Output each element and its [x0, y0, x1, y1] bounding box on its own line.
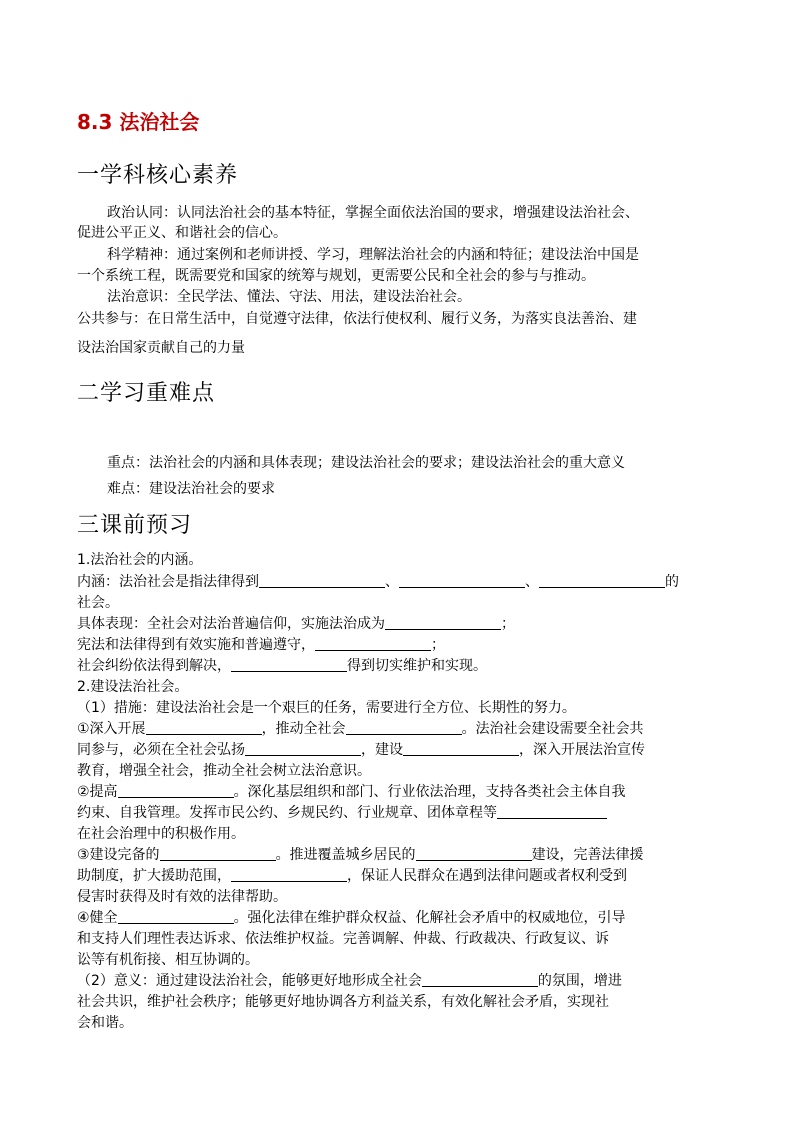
fill-line: 社会纠纷依法得到解决， 得到切实维护和实现。 [77, 658, 487, 674]
paragraph-line: （1）措施：建设法治社会是一个艰巨的任务，需要进行全方位、长期性的努力。 [77, 700, 576, 716]
answer-blank[interactable] [118, 909, 234, 924]
paragraph-line: 一个系统工程，既需要党和国家的统筹与规划，更需要公民和全社会的参与与推动。 [77, 268, 595, 284]
question-title: 2.建设法治社会。 [77, 679, 189, 695]
answer-blank[interactable] [497, 804, 607, 819]
fill-line: 助制度，扩大援助范围， ，保证人民群众在遇到法律问题或者权利受到 [77, 868, 627, 884]
section-heading-preview: 三课前预习 [77, 513, 193, 538]
lesson-title: 8.3 法治社会 [77, 110, 200, 134]
fill-line: 约束、自我管理。发挥市民公约、乡规民约、行业规章、团体章程等 [77, 803, 607, 823]
paragraph-line: 教育，增强全社会，推动全社会树立法治意识。 [77, 763, 371, 779]
answer-blank[interactable] [231, 867, 347, 882]
paragraph-line: 促进公平正义、和谐社会的信心。 [77, 225, 287, 241]
fill-line: ④健全 。强化法律在维护群众权益、化解社会矛盾中的权威地位，引导 [77, 910, 626, 926]
answer-blank[interactable] [403, 741, 519, 756]
fill-line: ②提高 。深化基层组织和部门、行业依法治理，支持各类社会主体自我 [77, 784, 626, 800]
paragraph-line: 重点：法治社会的内涵和具体表现；建设法治社会的要求；建设法治社会的重大意义 [107, 455, 625, 471]
answer-blank[interactable] [385, 615, 501, 630]
answer-blank[interactable] [160, 846, 276, 861]
answer-blank[interactable] [422, 972, 538, 987]
paragraph-line: 难点：建设法治社会的要求 [107, 481, 275, 497]
fill-line: 内涵：法治社会是指法律得到 、 、 的 [77, 574, 679, 590]
section-heading-keypoints: 二学习重难点 [77, 381, 216, 406]
answer-blank[interactable] [416, 846, 532, 861]
paragraph-line: 科学精神：通过案例和老师讲授、学习，理解法治社会的内涵和特征；建设法治中国是 [107, 247, 639, 263]
fill-line: 同参与，必须在全社会弘扬 ，建设 ，深入开展法治宣传 [77, 742, 645, 758]
paragraph-line: 公共参与：在日常生活中，自觉遵守法律，依法行使权利、履行义务，为落实良法善治、建 [77, 311, 637, 327]
question-title: 1.法治社会的内涵。 [77, 552, 203, 568]
paragraph-line: 和支持人们理性表达诉求、依法维护权益。完善调解、仲裁、行政裁决、行政复议、诉 [77, 931, 609, 947]
answer-blank[interactable] [231, 657, 347, 672]
answer-blank[interactable] [259, 573, 385, 588]
paragraph-line: 讼等有机衔接、相互协调的。 [77, 952, 259, 968]
answer-blank[interactable] [399, 573, 525, 588]
fill-line: ③建设完备的 。推进覆盖城乡居民的 建设，完善法律援 [77, 847, 644, 863]
paragraph-line: 政治认同：认同法治社会的基本特征，掌握全面依法治国的要求，增强建设法治社会、 [107, 205, 639, 221]
section-heading-core: 一学科核心素养 [77, 163, 239, 188]
fill-line: 具体表现：全社会对法治普遍信仰，实施法治成为 ； [77, 616, 515, 632]
answer-blank[interactable] [539, 573, 665, 588]
paragraph-line: 社会。 [77, 595, 119, 611]
answer-blank[interactable] [315, 636, 431, 651]
fill-line: 宪法和法律得到有效实施和普遍遵守， ； [77, 637, 445, 653]
fill-line: ①深入开展 ，推动全社会 。法治社会建设需要全社会共 [77, 721, 644, 737]
answer-blank[interactable] [146, 720, 262, 735]
answer-blank[interactable] [118, 783, 234, 798]
paragraph-line: 会和谐。 [77, 1015, 133, 1031]
paragraph-line: 在社会治理中的积极作用。 [77, 826, 245, 842]
paragraph-line: 社会共识，维护社会秩序；能够更好地协调各方利益关系，有效化解社会矛盾，实现社 [77, 994, 609, 1010]
answer-blank[interactable] [346, 720, 462, 735]
paragraph-line: 侵害时获得及时有效的法律帮助。 [77, 889, 287, 905]
paragraph-line: 设法治国家贡献自己的力量 [77, 340, 245, 356]
paragraph-line: 法治意识：全民学法、懂法、守法、用法，建设法治社会。 [107, 289, 471, 305]
answer-blank[interactable] [245, 741, 361, 756]
fill-line: （2）意义：通过建设法治社会，能够更好地形成全社会 的氛围，增进 [77, 973, 622, 989]
